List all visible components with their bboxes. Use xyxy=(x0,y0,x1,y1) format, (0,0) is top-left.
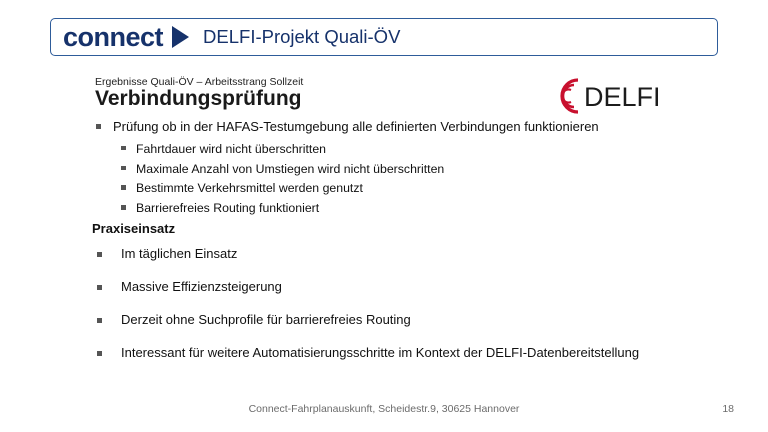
connect-logo xyxy=(51,21,193,52)
list-item xyxy=(113,141,692,158)
sub-bullet-text: Bestimmte Verkehrsmittel werden genutzt xyxy=(136,181,363,196)
list-item xyxy=(113,161,692,178)
sub-bullet-list xyxy=(113,141,692,218)
practice-section xyxy=(92,246,722,378)
delfi-logo xyxy=(552,74,682,118)
list-item xyxy=(92,118,692,217)
svg-text:DELFI: DELFI xyxy=(584,82,661,112)
sub-bullet-text: Barrierefreies Routing funktioniert xyxy=(136,201,320,216)
sub-bullet-text: Fahrtdauer wird nicht überschritten xyxy=(136,141,327,156)
practice-bullet-text: Interessant für weitere Automatisierungsschritte im Kontext der DELFI-Datenbereitstellung xyxy=(121,344,640,360)
list-item xyxy=(92,246,722,263)
content-list xyxy=(92,118,692,220)
delfi-swirl-icon xyxy=(562,80,578,112)
play-triangle-icon xyxy=(172,26,189,48)
list-item xyxy=(92,279,722,296)
list-item xyxy=(113,180,692,197)
list-item xyxy=(92,345,722,362)
practice-bullet-list xyxy=(92,246,722,362)
section-heading: Praxiseinsatz xyxy=(92,221,176,236)
list-item xyxy=(92,312,722,329)
practice-bullet-text: Im täglichen Einsatz xyxy=(121,246,238,261)
sub-bullet-text: Maximale Anzahl von Umstiegen wird nicht überschritten xyxy=(136,161,445,176)
page-title: Verbindungsprüfung xyxy=(95,87,302,110)
bullet-main-text: Prüfung ob in der HAFAS-Testumgebung alle definierten Verbindungen funktionieren xyxy=(113,119,599,134)
header-title: DELFI-Projekt Quali-ÖV xyxy=(203,26,401,47)
footer-text: Connect-Fahrplanauskunft, Scheidestr.9, 30625 Hannover xyxy=(248,403,520,415)
connect-logo-text: connect xyxy=(63,21,164,52)
page-number: 18 xyxy=(722,403,734,415)
practice-bullet-text: Derzeit ohne Suchprofile für barrierefreies Routing xyxy=(121,311,411,327)
main-bullet-list xyxy=(92,118,692,217)
slide-eyebrow: Ergebnisse Quali-ÖV – Arbeitsstrang Sollzeit xyxy=(95,76,304,88)
slide-header xyxy=(50,18,718,56)
list-item xyxy=(113,200,692,217)
practice-bullet-text: Massive Effizienzsteigerung xyxy=(121,278,282,294)
